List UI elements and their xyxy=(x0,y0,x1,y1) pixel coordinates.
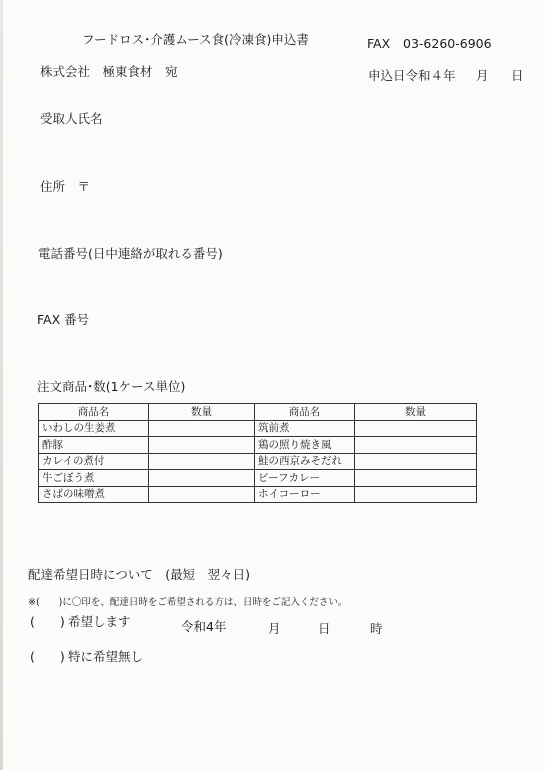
product-name: 筑前煮 xyxy=(255,420,355,437)
table-row xyxy=(39,420,477,437)
form-title: フードロス･介護ムース食(冷凍食)申込書 xyxy=(82,32,309,47)
quantity-cell[interactable] xyxy=(355,486,477,503)
phone-label: 電話番号(日中連絡が取れる番号) xyxy=(38,246,223,261)
option-none-checkbox[interactable]: ( ) xyxy=(30,649,65,664)
quantity-cell[interactable] xyxy=(355,437,477,454)
quantity-cell[interactable] xyxy=(355,420,477,437)
quantity-cell[interactable] xyxy=(149,486,255,503)
delivery-hour: 時 xyxy=(370,621,383,636)
product-name: ホイコーロー xyxy=(255,486,355,503)
table-row xyxy=(39,470,477,487)
delivery-day: 日 xyxy=(318,621,331,636)
fax-number-label: FAX 番号 xyxy=(37,312,90,327)
addressee: 株式会社 極東食材 宛 xyxy=(40,64,178,79)
product-name: 牛ごぼう煮 xyxy=(39,470,149,487)
application-date-label: 申込日令和４年 xyxy=(368,68,456,83)
application-date-month: 月 xyxy=(476,68,489,83)
column-header: 数量 xyxy=(355,404,477,421)
product-name: 鶏の照り焼き風 xyxy=(255,437,355,454)
scan-edge xyxy=(0,0,3,770)
table-header-row xyxy=(39,404,477,421)
column-header: 商品名 xyxy=(255,404,355,421)
option-desired-checkbox[interactable]: ( ) xyxy=(30,614,65,629)
product-name: いわしの生姜煮 xyxy=(39,420,149,437)
delivery-year: 令和4年 xyxy=(181,619,227,634)
delivery-note: ※( )に〇印を、配達日時をご希望される方は、日時をご記入ください。 xyxy=(28,597,348,608)
table-row xyxy=(39,437,477,454)
product-name: 鮭の西京みそだれ xyxy=(255,453,355,470)
quantity-cell[interactable] xyxy=(149,437,255,454)
column-header: 商品名 xyxy=(39,404,149,421)
option-desired-label: 希望します xyxy=(68,614,131,629)
product-name: カレイの煮付 xyxy=(39,453,149,470)
quantity-cell[interactable] xyxy=(149,470,255,487)
product-name: さばの味噌煮 xyxy=(39,486,149,503)
address-label: 住所 〒 xyxy=(40,179,91,194)
delivery-heading: 配達希望日時について (最短 翌々日) xyxy=(28,567,251,582)
option-none-label: 特に希望無し xyxy=(68,649,144,664)
product-name: ビーフカレー xyxy=(255,470,355,487)
quantity-cell[interactable] xyxy=(355,453,477,470)
product-name: 酢豚 xyxy=(39,437,149,454)
recipient-name-label: 受取人氏名 xyxy=(40,111,103,126)
fax-number: 03-6260-6906 xyxy=(403,36,492,51)
delivery-month: 月 xyxy=(268,621,281,636)
table-row xyxy=(39,453,477,470)
quantity-cell[interactable] xyxy=(149,453,255,470)
order-table xyxy=(38,403,477,503)
table-row xyxy=(39,486,477,503)
quantity-cell[interactable] xyxy=(355,470,477,487)
order-heading: 注文商品･数(1ケース単位) xyxy=(37,379,186,394)
application-date-day: 日 xyxy=(511,68,524,83)
column-header: 数量 xyxy=(149,404,255,421)
quantity-cell[interactable] xyxy=(149,420,255,437)
fax-label: FAX xyxy=(367,36,391,51)
